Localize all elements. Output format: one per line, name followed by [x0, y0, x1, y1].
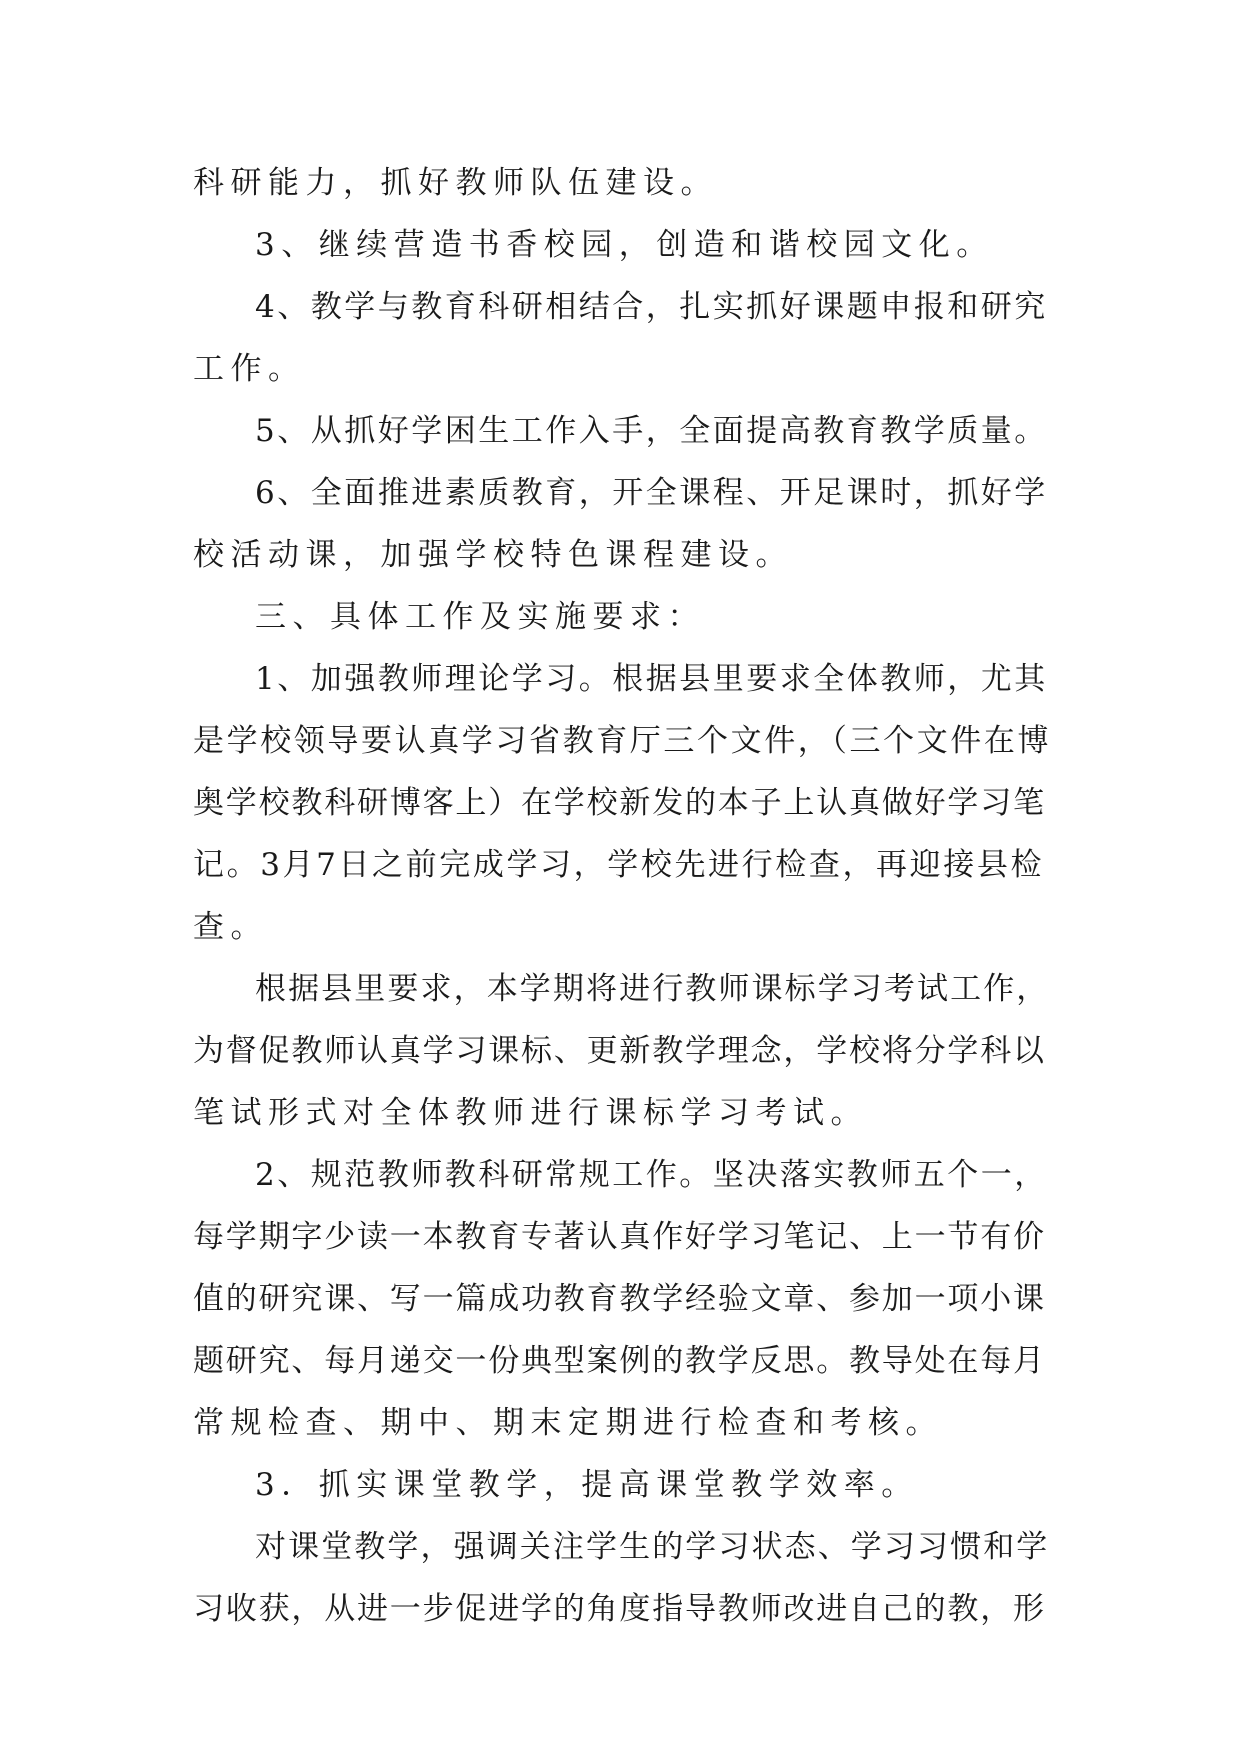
text-line: 为督促教师认真学习课标、更新教学理念，学校将分学科以 [193, 1033, 1046, 1069]
text-line: 是学校领导要认真学习省教育厅三个文件，（三个文件在博 [193, 723, 1052, 759]
text-line: 值的研究课、写一篇成功教育教学经验文章、参加一项小课 [193, 1281, 1046, 1317]
text-line: 常规检查、期中、期末定期进行检查和考核。 [193, 1405, 943, 1441]
text-line: 3．抓实课堂教学，提高课堂教学效率。 [255, 1467, 919, 1503]
text-line: 工作。 [193, 351, 306, 387]
section-heading: 三、具体工作及实施要求： [255, 599, 705, 635]
text-line: 3、继续营造书香校园，创造和谐校园文化。 [255, 227, 994, 263]
text-line: 4、教学与教育科研相结合，扎实抓好课题申报和研究 [255, 289, 1048, 325]
text-line: 查。 [193, 909, 268, 945]
text-line: 奥学校教科研博客上）在学校新发的本子上认真做好学习笔 [193, 785, 1046, 821]
text-line: 题研究、每月递交一份典型案例的教学反思。教导处在每月 [193, 1343, 1046, 1379]
text-line: 校活动课，加强学校特色课程建设。 [193, 537, 793, 573]
text-line: 对课堂教学，强调关注学生的学习状态、学习习惯和学 [255, 1529, 1050, 1565]
text-line: 2、规范教师教科研常规工作。坚决落实教师五个一， [255, 1157, 1048, 1193]
document-body [193, 152, 1053, 1640]
text-line: 1、加强教师理论学习。根据县里要求全体教师，尤其 [255, 661, 1048, 697]
text-line: 科研能力，抓好教师队伍建设。 [193, 165, 718, 201]
text-line: 根据县里要求，本学期将进行教师课标学习考试工作， [255, 971, 1050, 1007]
text-line: 笔试形式对全体教师进行课标学习考试。 [193, 1095, 868, 1131]
text-line: 每学期字少读一本教育专著认真作好学习笔记、上一节有价 [193, 1219, 1046, 1255]
text-line: 记。3月7日之前完成学习，学校先进行检查，再迎接县检 [193, 847, 1045, 883]
text-line: 5、从抓好学困生工作入手，全面提高教育教学质量。 [255, 413, 1048, 449]
text-line: 6、全面推进素质教育，开全课程、开足课时，抓好学 [255, 475, 1048, 511]
text-line: 习收获，从进一步促进学的角度指导教师改进自己的教，形 [193, 1591, 1046, 1627]
